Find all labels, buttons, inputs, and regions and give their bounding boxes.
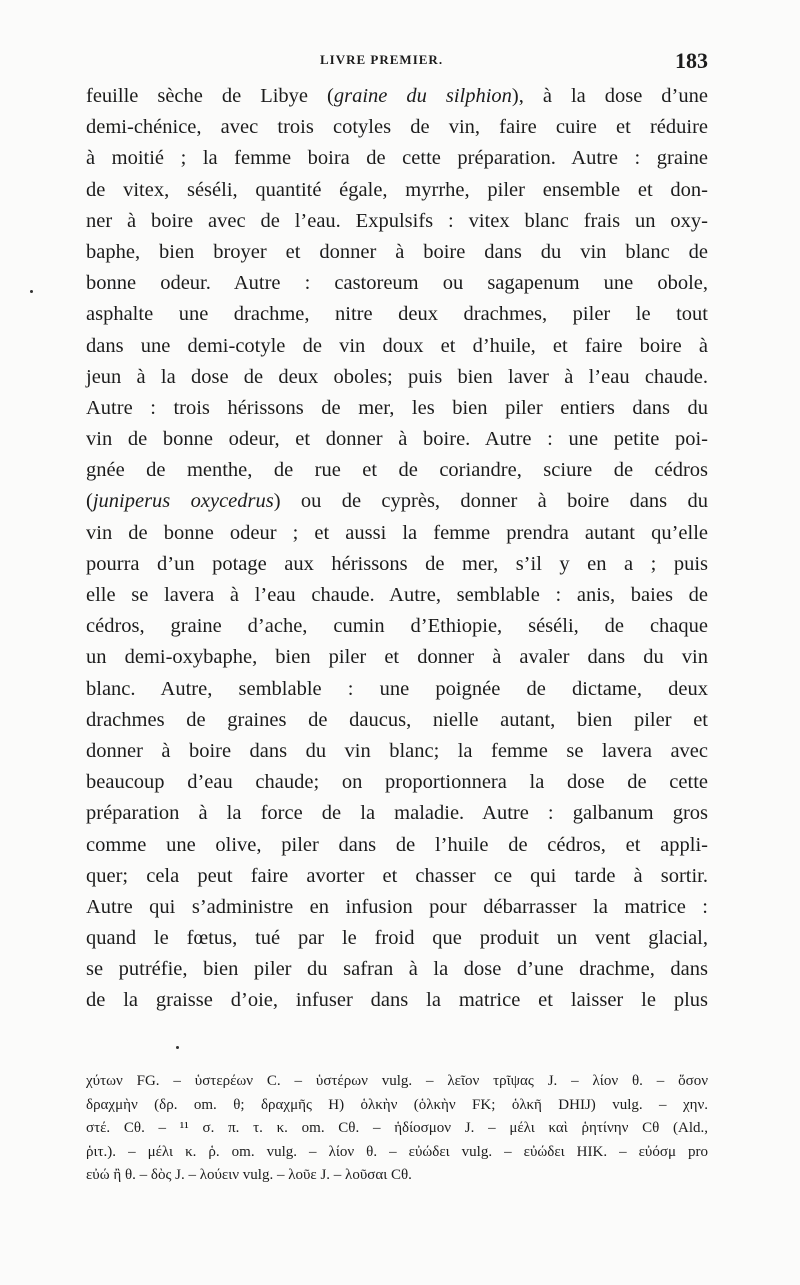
italic-term: juniperus oxycedrus (92, 490, 274, 513)
text-line: Autre : trois hérissons de mer, les bien piler entiers dans du (86, 396, 708, 419)
text-segment: ) ou de cyprès, donner à boire dans du (273, 490, 708, 513)
text-line: donner à boire dans du vin blanc; la femme se lavera avec (86, 739, 708, 762)
text-line: préparation à la force de la maladie. Autre : galbanum gros (86, 802, 708, 825)
page-number: 183 (675, 48, 708, 73)
note-line: εὐώ ἢ θ. – δὸς J. – λούειν vulg. – λοῦε J. – λοῦσαι Cθ. (86, 1167, 412, 1183)
text-line (86, 486, 708, 517)
text-line: cédros, graine d’ache, cumin d’Ethiopie, séséli, de chaque (86, 615, 708, 638)
text-segment: ), à la dose d’une (511, 85, 708, 107)
ink-speck (30, 290, 33, 293)
text-line: de vitex, séséli, quantité égale, myrrhe, piler ensemble et don- (86, 178, 708, 201)
text-line: blanc. Autre, semblable : une poignée de dictame, deux (86, 677, 708, 700)
ink-speck (176, 1046, 179, 1049)
text-line: se putréfie, bien piler du safran à la dose d’une drachme, dans (86, 958, 708, 981)
text-line: pourra d’un potage aux hérissons de mer, s’il y en a ; puis (86, 552, 708, 575)
text-line (86, 81, 708, 112)
note-line: χύτων FG. – ὑστερέων C. – ὑστέρων vulg. – λεῖον τρῖψας J. – λίον θ. – ὅσον (86, 1073, 708, 1089)
text-line: jeun à la dose de deux oboles; puis bien laver à l’eau chaude. (86, 365, 708, 388)
text-line: baphe, bien broyer et donner à boire dans du vin blanc de (86, 240, 708, 263)
text-line: quand le fœtus, tué par le froid que produit un vent glacial, (86, 927, 708, 950)
text-line: bonne odeur. Autre : castoreum ou sagapenum une obole, (86, 272, 708, 295)
text-line: un demi-oxybaphe, bien piler et donner à avaler dans du vin (86, 646, 708, 669)
text-line: de la graisse d’oie, infuser dans la matrice et laisser le plus (86, 989, 708, 1012)
text-line: asphalte une drachme, nitre deux drachmes, piler le tout (86, 303, 708, 326)
running-head (0, 48, 800, 76)
text-segment: feuille sèche de Libye ( (86, 85, 334, 107)
note-line: ῥιτ.). – μέλι κ. ῥ. om. vulg. – λίον θ. – εὐώδει vulg. – εὐώδει HIK. – εὐόσμ pro (86, 1143, 708, 1160)
text-line: comme une olive, piler dans de l’huile de cédros, et appli- (86, 833, 708, 856)
text-line: vin de bonne odeur ; et aussi la femme prendra autant qu’elle (86, 521, 708, 544)
italic-term: graine du silphion (333, 85, 512, 107)
text-line: dans une demi-cotyle de vin doux et d’huile, et faire boire à (86, 334, 708, 357)
text-line: vin de bonne odeur, et donner à boire. Autre : une petite poi- (86, 428, 708, 451)
text-line: ner à boire avec de l’eau. Expulsifs : vitex blanc frais un oxy- (86, 209, 708, 232)
text-line: quer; cela peut faire avorter et chasser ce qui tarde à sortir. (86, 864, 708, 887)
text-line: drachmes de graines de daucus, nielle autant, bien piler et (86, 708, 708, 731)
text-line: elle se lavera à l’eau chaude. Autre, semblable : anis, baies de (86, 584, 708, 606)
text-line: à moitié ; la femme boira de cette préparation. Autre : graine (86, 147, 708, 170)
text-line: gnée de menthe, de rue et de coriandre, sciure de cédros (86, 459, 708, 482)
running-title: LIVRE PREMIER. (320, 52, 444, 67)
text-line: Autre qui s’administre en infusion pour débarrasser la matrice : (86, 895, 708, 918)
note-line: στέ. Cθ. – ¹¹ σ. π. τ. κ. om. Cθ. – ἡδίοσμον J. – μέλι καὶ ῥητίνην Cθ (Ald., (86, 1120, 708, 1136)
text-segment: ( (86, 490, 93, 513)
main-text (86, 81, 708, 1017)
footnotes (86, 1070, 708, 1188)
text-line: demi-chénice, avec trois cotyles de vin, faire cuire et réduire (86, 116, 708, 139)
text-line: beaucoup d’eau chaude; on proportionnera la dose de cette (86, 771, 708, 794)
note-line: δραχμὴν (δρ. om. θ; δραχμῆς H) ὁλκὴν (ὁλκὴν FK; ὁλκῆ DHIJ) vulg. – χην. (86, 1096, 708, 1113)
